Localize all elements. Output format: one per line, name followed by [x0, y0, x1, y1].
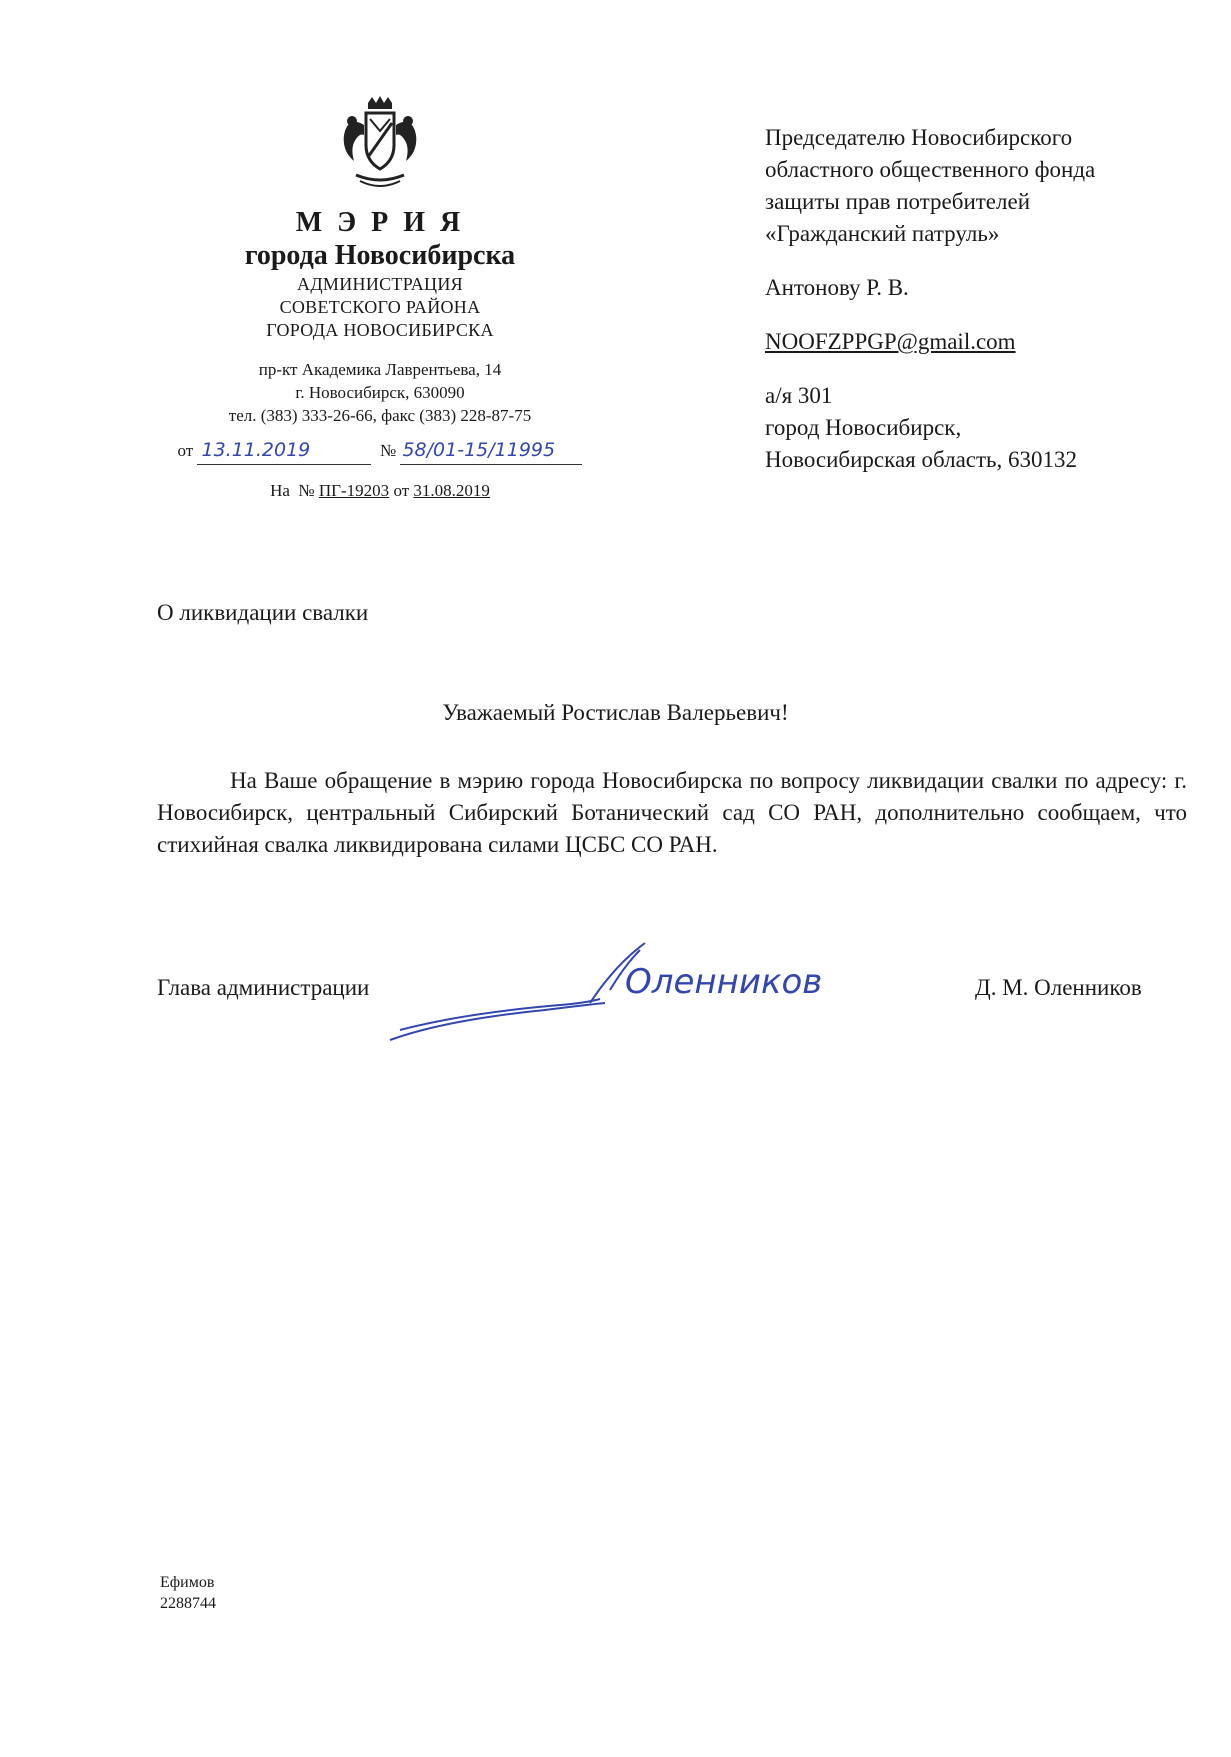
salutation: Уважаемый Ростислав Валерьевич! [442, 700, 789, 725]
ref-from-label: от [393, 481, 410, 500]
reg-date-value: 13.11.2019 [201, 439, 311, 461]
reg-date-field [197, 437, 371, 465]
addressee-email[interactable]: NOOFZPPGP@gmail.com [765, 329, 1016, 354]
reg-from-label: от [177, 441, 194, 460]
reg-number-value: 58/01-15/11995 [402, 439, 556, 461]
executor-phone: 2288744 [160, 1595, 216, 1612]
addressee-city: город Новосибирск, [765, 415, 962, 440]
registration-line [150, 437, 610, 465]
letterhead [150, 95, 610, 503]
reference-line [150, 479, 610, 503]
ref-number: ПГ-19203 [318, 481, 390, 500]
reg-num-label: № [379, 441, 397, 460]
executor-name: Ефимов [160, 1574, 215, 1591]
ref-label: На [270, 481, 290, 500]
signature-role: Глава администрации [157, 975, 370, 1000]
addressee-line-2: областного общественного фонда [765, 157, 1096, 182]
addressee-block [765, 122, 1185, 476]
org-city-title: города Новосибирска [244, 240, 516, 271]
addressee-line-3: защиты прав потребителей [765, 189, 1031, 214]
address-line-2: г. Новосибирск, 630090 [295, 383, 465, 402]
addressee-line-4: «Гражданский патруль» [765, 221, 1000, 246]
org-address [150, 358, 610, 427]
org-sub-line-3: ГОРОДА НОВОСИБИРСКА [266, 320, 494, 340]
addressee-line-1: Председателю Новосибирского [765, 125, 1073, 150]
addressee-region: Новосибирская область, 630132 [765, 447, 1078, 472]
addressee-po-box: а/я 301 [765, 383, 833, 408]
signatory-name: Д. М. Оленников [975, 975, 1142, 1000]
org-main-title: М Э Р И Я [295, 207, 465, 238]
ref-num-label: № [298, 481, 315, 500]
ref-date: 31.08.2019 [413, 481, 490, 500]
letter-body: На Ваше обращение в мэрию города Новосибирска по вопросу ликвидации свалки по адресу: г. Новосибирск, центральный Сибирский Ботанический сад СО РАН, дополнительно сообщаем, что стихийная свалка ликвидирована силами ЦСБС СО РАН. [157, 768, 1187, 857]
phone-line: тел. (383) 333-26-66, факс (383) 228-87-75 [228, 406, 532, 425]
coat-of-arms-icon [330, 95, 430, 195]
org-sub-line-1: АДМИНИСТРАЦИЯ [297, 274, 463, 294]
addressee-name: Антонову Р. В. [765, 275, 909, 300]
reg-number-field [400, 437, 582, 465]
signature-handwriting: Оленников [625, 962, 823, 1002]
executor-block [160, 1572, 216, 1614]
letter-subject: О ликвидации свалки [157, 600, 369, 625]
handwritten-signature [385, 935, 865, 1055]
org-sub-line-2: СОВЕТСКОГО РАЙОНА [279, 297, 481, 317]
address-line-1: пр-кт Академика Лаврентьева, 14 [258, 360, 502, 379]
